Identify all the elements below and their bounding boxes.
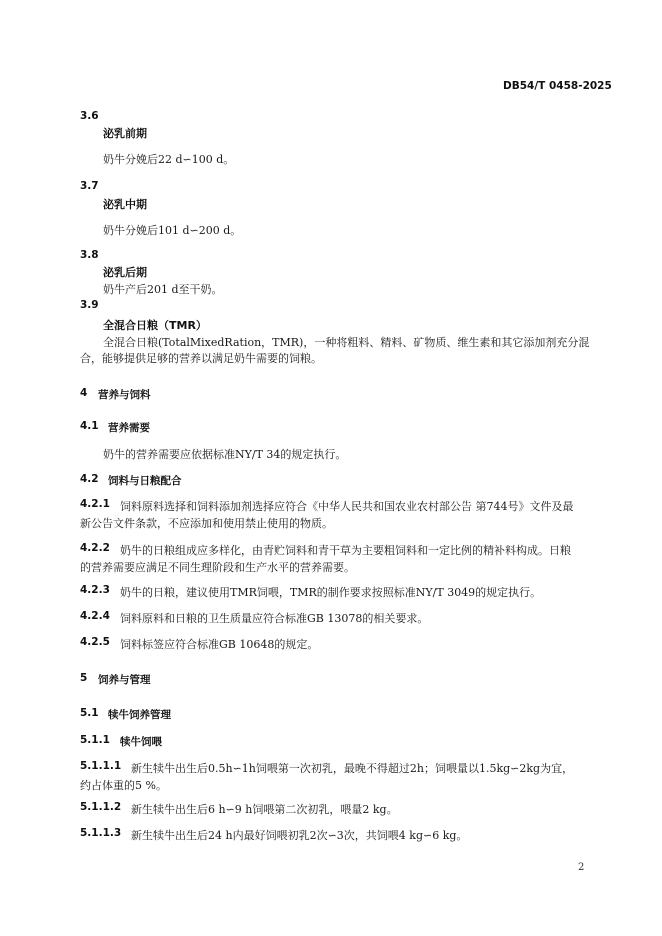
term-title: 全混合日粮（TMR）	[103, 319, 207, 332]
clause-title: 犊牛饲喂	[120, 736, 162, 748]
clause-number: 4.2	[80, 473, 99, 485]
clause-text: 新生犊牛出生后6 h∽9 h饲喂第二次初乳，喂量2 kg。	[131, 803, 398, 816]
clause-number: 3.7	[80, 180, 99, 192]
chapter-title: 饲养与管理	[98, 674, 151, 686]
clause-number: 5.1.1.1	[80, 760, 122, 772]
term-definition-line: 合，能够提供足够的营养以满足奶牛需要的饲粮。	[80, 352, 322, 365]
clause-number: 5.1.1.3	[80, 827, 122, 839]
chapter-number: 5	[80, 672, 88, 684]
term-definition: 奶牛产后201 d至干奶。	[103, 283, 223, 296]
clause-number: 4.2.5	[80, 636, 110, 648]
term-definition: 奶牛分娩后101 d∽200 d。	[103, 224, 242, 237]
clause-number: 4.2.4	[80, 610, 110, 622]
clause-text-line: 新生犊牛出生后0.5h∽1h饲喂第一次初乳，最晚不得超过2h；饲喂量以1.5kg∽2kg为宜，	[131, 762, 574, 775]
clause-number: 5.1.1	[80, 734, 110, 746]
clause-title: 犊牛饲养管理	[108, 709, 171, 721]
clause-text: 奶牛的营养需要应依据标准NY/T 34的规定执行。	[103, 448, 347, 461]
clause-text: 新生犊牛出生后24 h内最好饲喂初乳2次∽3次，共饲喂4 kg∽6 kg。	[131, 829, 468, 842]
term-definition: 奶牛分娩后22 d∽100 d。	[103, 153, 235, 166]
clause-text-line: 饲料原料选择和饲料添加剂选择应符合《中华人民共和国农业农村部公告 第744号》文件及最	[120, 500, 574, 513]
page-number: 2	[578, 862, 585, 873]
clause-number: 5.1	[80, 707, 99, 719]
clause-text: 饲料标签应符合标准GB 10648的规定。	[120, 638, 319, 651]
chapter-title: 营养与饲料	[98, 389, 151, 401]
clause-text-line: 的营养需要应满足不同生理阶段和生产水平的营养需要。	[80, 561, 355, 574]
term-title: 泌乳中期	[103, 198, 147, 211]
clause-number: 4.2.3	[80, 584, 110, 596]
term-title: 泌乳后期	[103, 266, 147, 279]
clause-title: 饲料与日粮配合	[108, 475, 182, 487]
term-title: 泌乳前期	[103, 127, 147, 140]
chapter-number: 4	[80, 387, 88, 399]
clause-number: 4.1	[80, 420, 99, 432]
document-id: DB54/T 0458-2025	[503, 80, 612, 92]
clause-number: 4.2.1	[80, 498, 110, 510]
clause-text-line: 约占体重的5 %。	[80, 779, 167, 792]
clause-number: 3.9	[80, 299, 99, 311]
clause-text-line: 新公告文件条款，不应添加和使用禁止使用的物质。	[80, 517, 333, 530]
clause-text-line: 奶牛的日粮组成应多样化，由青贮饲料和青干草为主要粗饲料和一定比例的精补料构成。日粮	[120, 544, 571, 557]
clause-number: 3.6	[80, 110, 99, 122]
clause-text: 奶牛的日粮，建议使用TMR饲喂，TMR的制作要求按照标准NY/T 3049的规定执行。	[120, 586, 542, 599]
clause-number: 5.1.1.2	[80, 801, 122, 813]
term-definition-line: 全混合日粮(TotalMixedRation，TMR)，一种将粗料、精料、矿物质、维生素和其它添加剂充分混	[103, 336, 590, 349]
clause-text: 饲料原料和日粮的卫生质量应符合标准GB 13078的相关要求。	[120, 612, 429, 625]
clause-title: 营养需要	[108, 422, 150, 434]
clause-number: 4.2.2	[80, 542, 110, 554]
clause-number: 3.8	[80, 249, 99, 261]
